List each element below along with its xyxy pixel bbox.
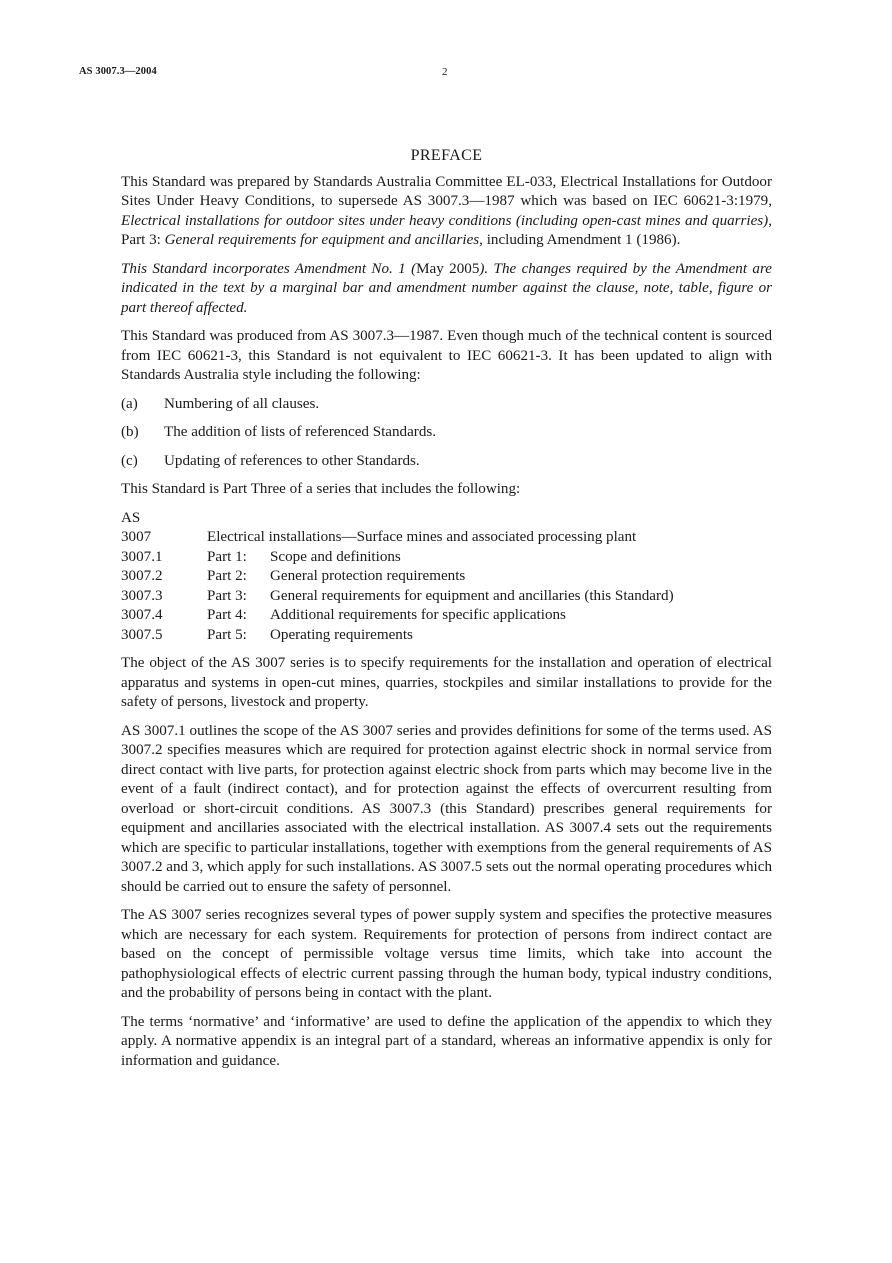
list-item-text: Numbering of all clauses. <box>164 395 320 412</box>
list-item <box>121 423 772 443</box>
paragraph-amendment: This Standard incorporates Amendment No. 1 (May 2005). The changes required by the Amendment are indicated in the text by a marginal bar and amendment number against the clause, note, table, figure or part thereof affected. <box>121 260 772 316</box>
paragraph-object: The object of the AS 3007 series is to specify requirements for the installation and operation of electrical apparatus and systems in open-cut mines, quarries, stockpiles and similar installations to provide for the safety of persons, livestock and property. <box>121 655 772 710</box>
series-part: Part 4: <box>207 607 247 623</box>
series-row <box>121 587 772 607</box>
series-part: Part 3: <box>207 587 247 604</box>
paragraph-series-intro: This Standard is Part Three of a series that includes the following: <box>121 481 521 497</box>
paragraph-power-supply: The AS 3007 series recognizes several types of power supply system and specifies the protective measures which are necessary for each system. Requirements for protection of persons from indirect contact are based on the concept of permissible voltage versus time limits, which take into account the pathophysiological effects of electric current passing through the human body, typical industry conditions, and the probability of persons being in contact with the plant. <box>121 907 772 1001</box>
series-part: Part 2: <box>207 568 247 584</box>
document-id: AS 3007.3—2004 <box>79 66 157 77</box>
series-part: Part 1: <box>207 548 247 565</box>
list-item <box>121 395 772 415</box>
series-number: 3007.2 <box>121 568 163 584</box>
series-title: General requirements for equipment and ancillaries (this Standard) <box>270 587 674 604</box>
page-number: 2 <box>442 66 448 78</box>
list-item-label: (c) <box>121 452 138 469</box>
series-row <box>121 606 772 626</box>
series-row <box>121 548 772 568</box>
paragraph-origin: This Standard was produced from AS 3007.3—1987. Even though much of the technical content is sourced from IEC 60621-3, this Standard is not equivalent to IEC 60621-3. It has been updated to align with Standards Australia style including the following: <box>121 328 772 383</box>
series-title: Operating requirements <box>270 626 413 643</box>
series-title: Additional requirements for specific applications <box>270 607 566 623</box>
preface-section <box>121 146 772 1080</box>
series-number: 3007.1 <box>121 548 163 565</box>
series-row <box>121 626 772 646</box>
series-row <box>121 567 772 587</box>
series-number: 3007.3 <box>121 587 163 604</box>
list-item-label: (b) <box>121 424 139 440</box>
series-title: Scope and definitions <box>270 548 401 565</box>
paragraph-scope: AS 3007.1 outlines the scope of the AS 3007 series and provides definitions for some of the terms used. AS 3007.2 specifies measures which are required for protection against electric shock in normal service from direct contact with live parts, for protection against electric shock from parts which may become live in the event of a fault (indirect contact), and for protection against the effects of overcurrent resulting from overload or short-circuit conditions. AS 3007.3 (this Standard) prescribes general requirements for equipment and ancillaries associated with the electrical installation. AS 3007.4 sets out the requirements which are specific to particular installations, together with exemptions from the general requirements of AS 3007.2 and 3, which apply for such installations. AS 3007.5 sets out the normal operating procedures which should be carried out to ensure the safety of personnel. <box>121 722 772 895</box>
page-title: PREFACE <box>410 147 483 164</box>
series-table <box>121 509 772 646</box>
list-item-label: (a) <box>121 395 138 412</box>
series-number: 3007 <box>121 529 152 545</box>
series-table-header: AS <box>121 509 141 526</box>
paragraph-terms: The terms ‘normative’ and ‘informative’ are used to define the application of the appendix to which they apply. A normative appendix is an integral part of a standard, whereas an informative appendix is only for information and guidance. <box>121 1013 772 1069</box>
series-title: General protection requirements <box>270 568 466 584</box>
paragraph-committee: This Standard was prepared by Standards Australia Committee EL-033, Electrical Installations for Outdoor Sites Under Heavy Conditions, to supersede AS 3007.3—1987 which was based on IEC 60621-3:1979, Electrical installations for outdoor sites under heavy conditions (including open-cast mines and quarries), Part 3: General requirements for equipment and ancillaries, including Amendment 1 (1986). <box>121 173 772 248</box>
list-item-text: The addition of lists of referenced Standards. <box>164 424 437 440</box>
series-number: 3007.4 <box>121 607 163 623</box>
series-row <box>121 528 772 548</box>
series-title: Electrical installations—Surface mines and associated processing plant <box>207 529 637 545</box>
list-item <box>121 452 772 472</box>
series-part: Part 5: <box>207 626 247 643</box>
series-number: 3007.5 <box>121 626 163 643</box>
list-item-text: Updating of references to other Standards. <box>164 452 420 469</box>
